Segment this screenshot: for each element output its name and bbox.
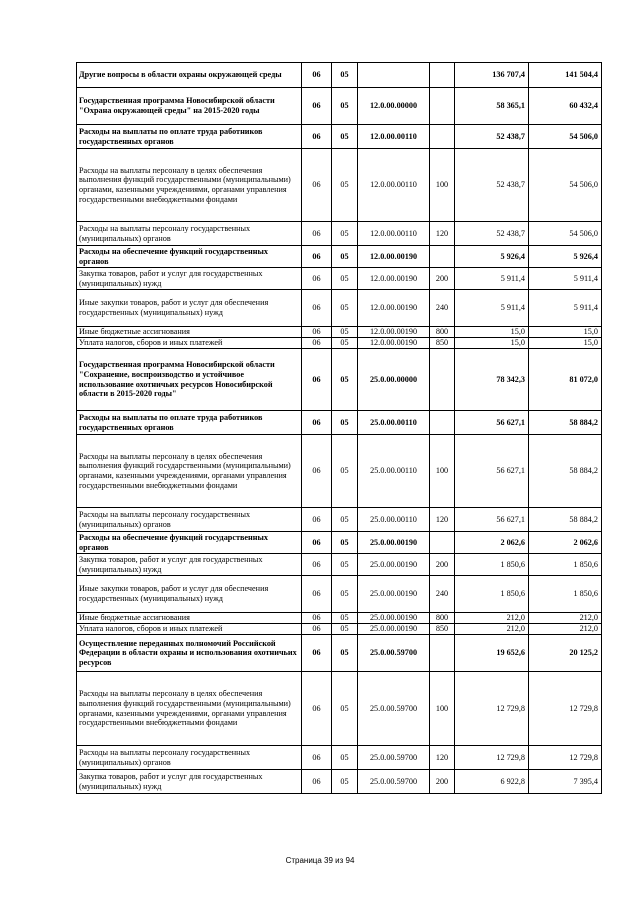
subsection-code-cell: 05	[332, 290, 358, 327]
table-row	[77, 290, 602, 327]
amount-year2-cell: 58 884,2	[529, 411, 602, 435]
target-article-cell: 25.0.00.00190	[358, 532, 430, 554]
row-name-cell: Иные бюджетные ассигнования	[77, 327, 302, 338]
row-name-cell: Уплата налогов, сборов и иных платежей	[77, 338, 302, 349]
expense-type-cell: 200	[430, 554, 455, 576]
amount-year1-cell: 5 926,4	[455, 246, 529, 268]
section-code-cell: 06	[302, 411, 332, 435]
amount-year2-cell: 12 729,8	[529, 672, 602, 746]
amount-year1-cell: 56 627,1	[455, 508, 529, 532]
row-name-cell: Иные бюджетные ассигнования	[77, 613, 302, 624]
expense-type-cell: 200	[430, 770, 455, 794]
section-code-cell: 06	[302, 508, 332, 532]
target-article-cell: 25.0.00.00190	[358, 576, 430, 613]
table-row	[77, 624, 602, 635]
amount-year1-cell: 15,0	[455, 338, 529, 349]
table-row	[77, 327, 602, 338]
amount-year2-cell: 81 072,0	[529, 349, 602, 411]
expense-type-cell: 120	[430, 222, 455, 246]
amount-year2-cell: 212,0	[529, 613, 602, 624]
target-article-cell: 25.0.00.00110	[358, 435, 430, 508]
target-article-cell: 12.0.00.00190	[358, 268, 430, 290]
subsection-code-cell: 05	[332, 532, 358, 554]
amount-year2-cell: 212,0	[529, 624, 602, 635]
amount-year2-cell: 15,0	[529, 338, 602, 349]
amount-year1-cell: 78 342,3	[455, 349, 529, 411]
target-article-cell: 25.0.00.00000	[358, 349, 430, 411]
table-row	[77, 508, 602, 532]
subsection-code-cell: 05	[332, 125, 358, 149]
section-code-cell: 06	[302, 624, 332, 635]
section-code-cell: 06	[302, 149, 332, 222]
table-row	[77, 411, 602, 435]
expense-type-cell: 100	[430, 149, 455, 222]
section-code-cell: 06	[302, 63, 332, 88]
section-code-cell: 06	[302, 576, 332, 613]
section-code-cell: 06	[302, 770, 332, 794]
amount-year2-cell: 54 506,0	[529, 222, 602, 246]
target-article-cell: 12.0.00.00190	[358, 290, 430, 327]
target-article-cell: 12.0.00.00110	[358, 222, 430, 246]
subsection-code-cell: 05	[332, 576, 358, 613]
row-name-cell: Расходы на выплаты персоналу в целях обеспечения выполнения функций государственными (муниципальными) органами, казенными учреждениями, органами управления государственными внебюджетными фондами	[77, 672, 302, 746]
amount-year1-cell: 6 922,8	[455, 770, 529, 794]
expense-type-cell	[430, 63, 455, 88]
row-name-cell: Иные закупки товаров, работ и услуг для обеспечения государственных (муниципальных) нужд	[77, 576, 302, 613]
section-code-cell: 06	[302, 125, 332, 149]
amount-year1-cell: 5 911,4	[455, 268, 529, 290]
amount-year2-cell: 20 125,2	[529, 635, 602, 672]
table-row	[77, 222, 602, 246]
row-name-cell: Расходы на выплаты персоналу государственных (муниципальных) органов	[77, 508, 302, 532]
amount-year2-cell: 58 884,2	[529, 508, 602, 532]
row-name-cell: Расходы на выплаты по оплате труда работников государственных органов	[77, 411, 302, 435]
expense-type-cell: 850	[430, 624, 455, 635]
expense-type-cell: 800	[430, 613, 455, 624]
table-row	[77, 246, 602, 268]
amount-year2-cell: 58 884,2	[529, 435, 602, 508]
section-code-cell: 06	[302, 349, 332, 411]
target-article-cell: 25.0.00.00190	[358, 554, 430, 576]
expense-type-cell	[430, 125, 455, 149]
expense-type-cell	[430, 532, 455, 554]
amount-year1-cell: 52 438,7	[455, 149, 529, 222]
row-name-cell: Расходы на выплаты персоналу в целях обеспечения выполнения функций государственными (муниципальными) органами, казенными учреждениями, органами управления государственными внебюджетными фондами	[77, 149, 302, 222]
row-name-cell: Расходы на выплаты персоналу в целях обеспечения выполнения функций государственными (муниципальными) органами, казенными учреждениями, органами управления государственными внебюджетными фондами	[77, 435, 302, 508]
subsection-code-cell: 05	[332, 635, 358, 672]
row-name-cell: Государственная программа Новосибирской области "Охрана окружающей среды" на 2015-2020 годы	[77, 88, 302, 125]
amount-year2-cell: 5 911,4	[529, 290, 602, 327]
amount-year2-cell: 2 062,6	[529, 532, 602, 554]
amount-year1-cell: 212,0	[455, 624, 529, 635]
amount-year1-cell: 19 652,6	[455, 635, 529, 672]
amount-year2-cell: 7 395,4	[529, 770, 602, 794]
amount-year2-cell: 54 506,0	[529, 149, 602, 222]
amount-year1-cell: 136 707,4	[455, 63, 529, 88]
row-name-cell: Закупка товаров, работ и услуг для государственных (муниципальных) нужд	[77, 554, 302, 576]
amount-year2-cell: 5 926,4	[529, 246, 602, 268]
amount-year1-cell: 5 911,4	[455, 290, 529, 327]
amount-year1-cell: 1 850,6	[455, 576, 529, 613]
budget-table	[76, 62, 602, 794]
page-number: Страница 39 из 94	[285, 856, 355, 865]
table-row	[77, 63, 602, 88]
amount-year1-cell: 56 627,1	[455, 435, 529, 508]
subsection-code-cell: 05	[332, 746, 358, 770]
expense-type-cell	[430, 246, 455, 268]
subsection-code-cell: 05	[332, 63, 358, 88]
table-body	[77, 63, 602, 794]
subsection-code-cell: 05	[332, 613, 358, 624]
expense-type-cell: 800	[430, 327, 455, 338]
section-code-cell: 06	[302, 88, 332, 125]
expense-type-cell: 100	[430, 672, 455, 746]
section-code-cell: 06	[302, 435, 332, 508]
amount-year1-cell: 12 729,8	[455, 746, 529, 770]
section-code-cell: 06	[302, 554, 332, 576]
subsection-code-cell: 05	[332, 349, 358, 411]
expense-type-cell: 120	[430, 746, 455, 770]
subsection-code-cell: 05	[332, 672, 358, 746]
section-code-cell: 06	[302, 635, 332, 672]
expense-type-cell: 240	[430, 576, 455, 613]
amount-year1-cell: 12 729,8	[455, 672, 529, 746]
expense-type-cell: 100	[430, 435, 455, 508]
row-name-cell: Расходы на обеспечение функций государственных органов	[77, 246, 302, 268]
target-article-cell: 12.0.00.00110	[358, 149, 430, 222]
subsection-code-cell: 05	[332, 770, 358, 794]
table-row	[77, 532, 602, 554]
amount-year1-cell: 15,0	[455, 327, 529, 338]
target-article-cell: 25.0.00.00110	[358, 508, 430, 532]
subsection-code-cell: 05	[332, 411, 358, 435]
subsection-code-cell: 05	[332, 508, 358, 532]
section-code-cell: 06	[302, 746, 332, 770]
target-article-cell: 25.0.00.00190	[358, 613, 430, 624]
table-row	[77, 613, 602, 624]
amount-year1-cell: 2 062,6	[455, 532, 529, 554]
section-code-cell: 06	[302, 222, 332, 246]
amount-year1-cell: 212,0	[455, 613, 529, 624]
expense-type-cell: 120	[430, 508, 455, 532]
table-row	[77, 770, 602, 794]
amount-year2-cell: 5 911,4	[529, 268, 602, 290]
amount-year1-cell: 52 438,7	[455, 125, 529, 149]
section-code-cell: 06	[302, 246, 332, 268]
target-article-cell: 25.0.00.59700	[358, 672, 430, 746]
amount-year2-cell: 12 729,8	[529, 746, 602, 770]
subsection-code-cell: 05	[332, 88, 358, 125]
section-code-cell: 06	[302, 290, 332, 327]
table-row	[77, 576, 602, 613]
subsection-code-cell: 05	[332, 268, 358, 290]
table-row	[77, 268, 602, 290]
row-name-cell: Осуществление переданных полномочий Российской Федерации в области охраны и использования охотничьих ресурсов	[77, 635, 302, 672]
amount-year2-cell: 1 850,6	[529, 576, 602, 613]
expense-type-cell	[430, 88, 455, 125]
row-name-cell: Расходы на обеспечение функций государственных органов	[77, 532, 302, 554]
table-row	[77, 149, 602, 222]
subsection-code-cell: 05	[332, 554, 358, 576]
table-row	[77, 635, 602, 672]
subsection-code-cell: 05	[332, 246, 358, 268]
subsection-code-cell: 05	[332, 624, 358, 635]
row-name-cell: Государственная программа Новосибирской области "Сохранение, воспроизводство и устойчивое использование охотничьих ресурсов Новосибирской области в 2015-2020 годы"	[77, 349, 302, 411]
target-article-cell: 25.0.00.59700	[358, 635, 430, 672]
row-name-cell: Иные закупки товаров, работ и услуг для обеспечения государственных (муниципальных) нужд	[77, 290, 302, 327]
amount-year1-cell: 1 850,6	[455, 554, 529, 576]
section-code-cell: 06	[302, 613, 332, 624]
target-article-cell: 12.0.00.00000	[358, 88, 430, 125]
target-article-cell: 12.0.00.00110	[358, 125, 430, 149]
target-article-cell: 25.0.00.59700	[358, 770, 430, 794]
row-name-cell: Закупка товаров, работ и услуг для государственных (муниципальных) нужд	[77, 770, 302, 794]
row-name-cell: Расходы на выплаты персоналу государственных (муниципальных) органов	[77, 222, 302, 246]
row-name-cell: Другие вопросы в области охраны окружающей среды	[77, 63, 302, 88]
target-article-cell: 25.0.00.00110	[358, 411, 430, 435]
target-article-cell: 25.0.00.59700	[358, 746, 430, 770]
subsection-code-cell: 05	[332, 338, 358, 349]
section-code-cell: 06	[302, 327, 332, 338]
row-name-cell: Уплата налогов, сборов и иных платежей	[77, 624, 302, 635]
table-row	[77, 349, 602, 411]
subsection-code-cell: 05	[332, 149, 358, 222]
section-code-cell: 06	[302, 532, 332, 554]
table-row	[77, 435, 602, 508]
target-article-cell: 12.0.00.00190	[358, 327, 430, 338]
target-article-cell: 25.0.00.00190	[358, 624, 430, 635]
table-row	[77, 554, 602, 576]
row-name-cell: Расходы на выплаты персоналу государственных (муниципальных) органов	[77, 746, 302, 770]
expense-type-cell	[430, 349, 455, 411]
target-article-cell: 12.0.00.00190	[358, 246, 430, 268]
subsection-code-cell: 05	[332, 327, 358, 338]
amount-year1-cell: 52 438,7	[455, 222, 529, 246]
amount-year1-cell: 58 365,1	[455, 88, 529, 125]
section-code-cell: 06	[302, 268, 332, 290]
row-name-cell: Расходы на выплаты по оплате труда работников государственных органов	[77, 125, 302, 149]
subsection-code-cell: 05	[332, 222, 358, 246]
table-row	[77, 125, 602, 149]
expense-type-cell	[430, 635, 455, 672]
amount-year2-cell: 1 850,6	[529, 554, 602, 576]
table-row	[77, 746, 602, 770]
target-article-cell	[358, 63, 430, 88]
section-code-cell: 06	[302, 672, 332, 746]
expense-type-cell: 200	[430, 268, 455, 290]
expense-type-cell: 850	[430, 338, 455, 349]
section-code-cell: 06	[302, 338, 332, 349]
amount-year2-cell: 15,0	[529, 327, 602, 338]
table-row	[77, 338, 602, 349]
row-name-cell: Закупка товаров, работ и услуг для государственных (муниципальных) нужд	[77, 268, 302, 290]
amount-year1-cell: 56 627,1	[455, 411, 529, 435]
table-row	[77, 88, 602, 125]
amount-year2-cell: 60 432,4	[529, 88, 602, 125]
expense-type-cell: 240	[430, 290, 455, 327]
expense-type-cell	[430, 411, 455, 435]
amount-year2-cell: 54 506,0	[529, 125, 602, 149]
amount-year2-cell: 141 504,4	[529, 63, 602, 88]
table-row	[77, 672, 602, 746]
target-article-cell: 12.0.00.00190	[358, 338, 430, 349]
subsection-code-cell: 05	[332, 435, 358, 508]
